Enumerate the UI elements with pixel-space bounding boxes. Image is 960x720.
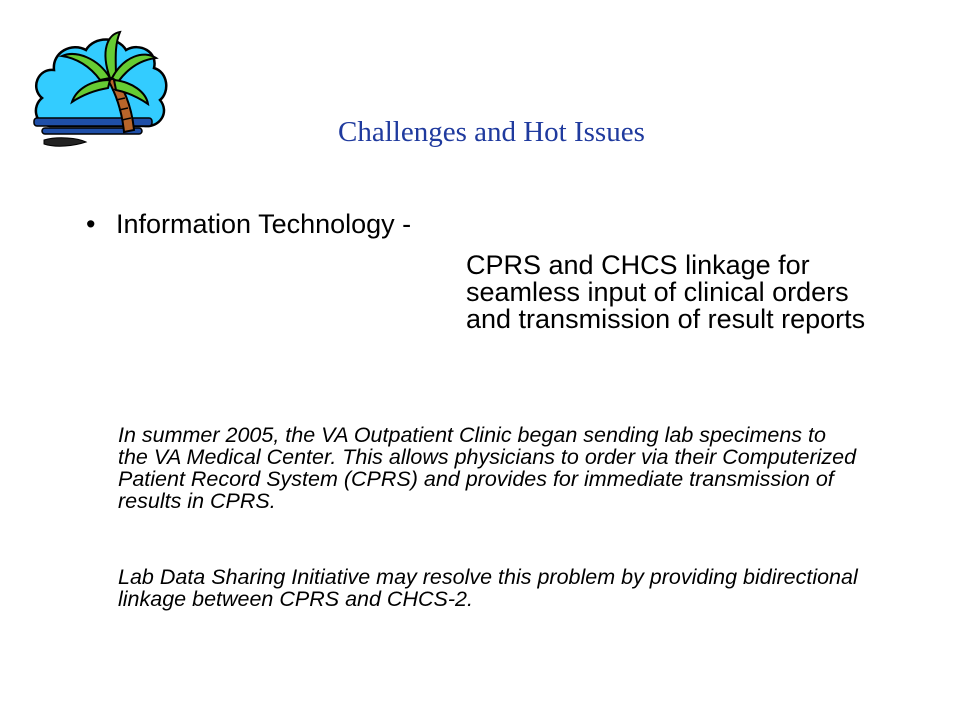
palm-tree-icon	[28, 28, 168, 156]
bullet-subtext: CPRS and CHCS linkage for seamless input of clinical orders and transmission of result reports	[466, 250, 866, 334]
bullet-item	[86, 208, 411, 240]
bullet-label: Information Technology -	[116, 209, 412, 239]
paragraph-data-sharing: Lab Data Sharing Initiative may resolve this problem by providing bidirectional linkage between CPRS and CHCS-2.	[118, 565, 858, 611]
bullet-marker: •	[86, 209, 96, 239]
palm-tree-clipart	[28, 28, 168, 156]
paragraph-outpatient-clinic: In summer 2005, the VA Outpatient Clinic began sending lab specimens to the VA Medical Center. This allows physicians to order via their Computerized Patient Record System (CPRS) and provides for immediate transmission of results in CPRS.	[118, 423, 857, 513]
slide-title: Challenges and Hot Issues	[338, 116, 645, 148]
